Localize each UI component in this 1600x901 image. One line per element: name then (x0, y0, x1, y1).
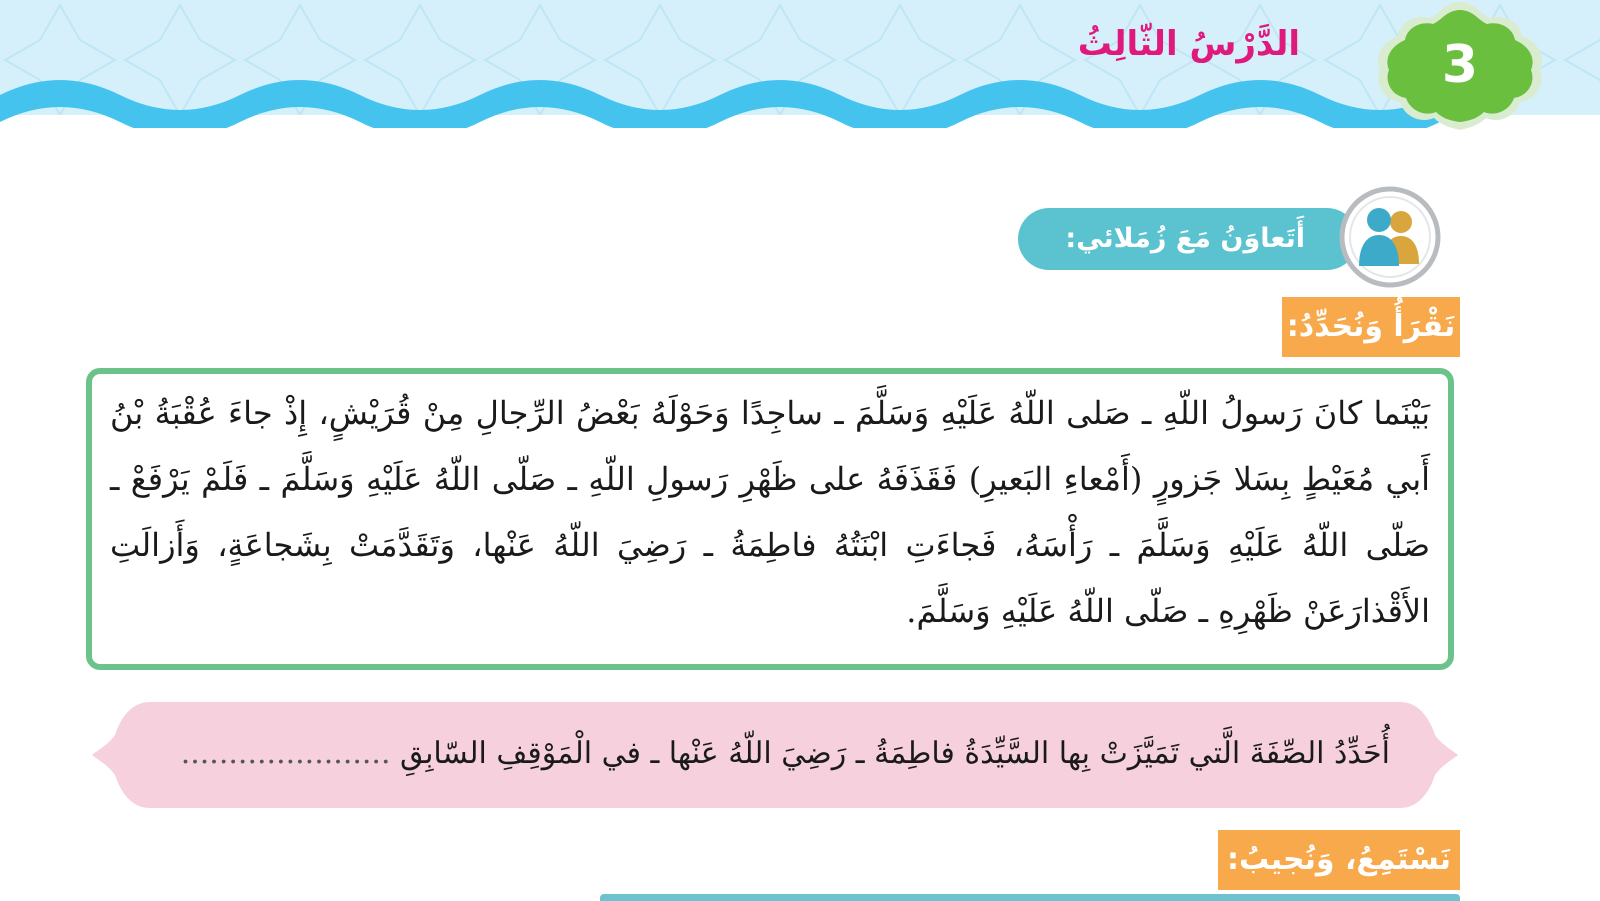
group-people-icon (1335, 186, 1445, 288)
passage-text: بَيْنَما كانَ رَسولُ اللّهِ ـ صَلى اللّهُ عَلَيْهِ وَسَلَّمَ ـ ساجِدًا وَحَوْلَهُ بَعْضُ الرِّجالِ مِنْ قُرَيْشٍ، إِذْ جاءَ عُقْبَةُ بْنُ أَبي مُعَيْطٍ بِسَلا جَزورٍ (أَمْعاءِ البَعيرِ) فَقَذَفَهُ على ظَهْرِ رَسولِ اللّهِ ـ صَلّى اللّهُ عَلَيْهِ وَسَلَّمَ ـ فَلَمْ يَرْفَعْ ـ صَلّى اللّهُ عَلَيْهِ وَسَلَّمَ ـ رَأْسَهُ، فَجاءَتِ ابْنَتُهُ فاطِمَةُ ـ رَضِيَ اللّهُ عَنْها، وَتَقَدَّمَتْ بِشَجاعَةٍ، وَأَزالَتِ الأَقْذارَعَنْ ظَهْرِهِ ـ صَلّى اللّهُ عَلَيْهِ وَسَلَّمَ. (110, 394, 1431, 630)
header-wave-band (0, 0, 1600, 150)
answer-blank-dots[interactable]: ...................... (180, 736, 391, 771)
section-tag-read-identify: نَقْرَأُ وَنُحَدِّدُ: (1282, 297, 1460, 357)
section-tag-listen-answer: نَسْتَمِعُ، وَنُجيبُ: (1218, 830, 1460, 890)
question-text (160, 722, 1390, 786)
lesson-number: 3 (1441, 35, 1479, 95)
next-section-strip (600, 894, 1460, 901)
cooperation-label: أَتَعاوَنُ مَعَ زُمَلائي: (1065, 223, 1305, 254)
question-prompt: أُحَدِّدُ الصِّفَةَ الَّتي تَمَيَّزَتْ بِها السَّيِّدَةُ فاطِمَةُ ـ رَضِيَ اللّهُ عَنْها ـ في الْمَوْقِفِ السّابِقِ (400, 736, 1390, 771)
lesson-title: الدَّرْسُ الثّالِثُ (1077, 24, 1300, 64)
